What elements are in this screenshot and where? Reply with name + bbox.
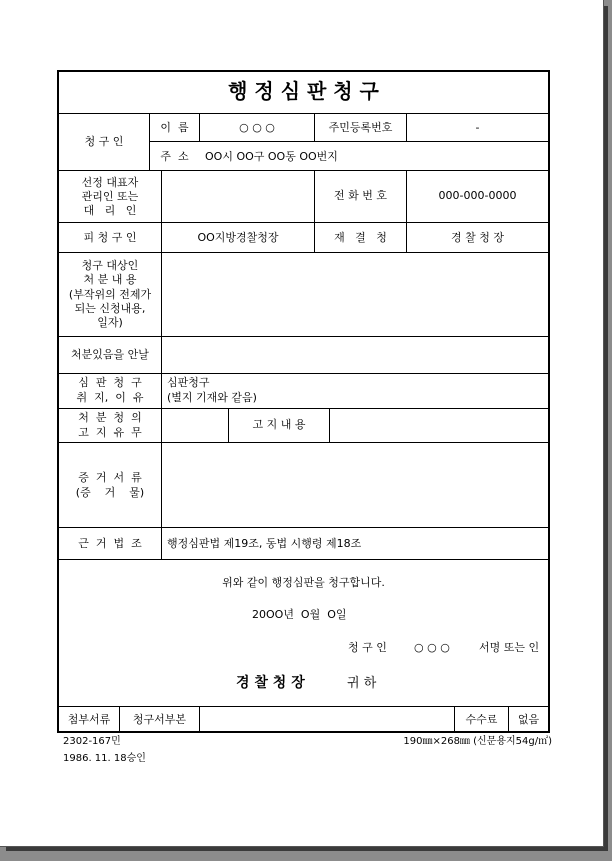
disposition-label-3: (부작위의 전제가 <box>68 288 152 301</box>
respondent-value: OO지방경찰청장 <box>197 231 279 244</box>
form-code: 2302-167민 <box>63 736 121 747</box>
attachments-label: 첨부서류 <box>67 713 111 726</box>
fee-label: 수수료 <box>465 713 498 726</box>
signature-label: 서명 또는 인 <box>479 641 540 654</box>
evidence-label-1: 증 거 서 류 <box>78 471 142 484</box>
phone-label: 전 화 번 호 <box>334 189 387 202</box>
form-title: 행 정 심 판 청 구 <box>228 79 379 103</box>
address-label: 주 소 <box>160 150 189 163</box>
disposition-label-5: 일자) <box>97 316 123 329</box>
resident-id-value: - <box>475 121 480 134</box>
legal-basis-label: 근 거 법 조 <box>78 537 142 550</box>
purpose-label-2: 취 지, 이 유 <box>76 391 144 404</box>
phone-value: 000-000-0000 <box>438 189 517 202</box>
representative-label-2: 관리인 또는 <box>81 190 139 203</box>
notice-date-label: 처분있음을 안날 <box>71 348 149 361</box>
statement-date: 20OO년 O월 O일 <box>252 608 347 621</box>
disposition-label-2: 처 분 내 용 <box>83 273 137 286</box>
addressee: 경 찰 청 장 <box>236 675 305 691</box>
purpose-value-2: (별지 기재와 같음) <box>167 391 257 404</box>
statement-claimant-label: 청 구 인 <box>348 641 387 654</box>
decision-agency-value: 경 찰 청 장 <box>451 231 504 244</box>
attachments-value: 청구서부본 <box>132 713 187 726</box>
statement-text: 위와 같이 행정심판을 청구합니다. <box>222 576 385 589</box>
resident-id-label: 주민등록번호 <box>328 121 393 134</box>
honorific: 귀 하 <box>347 676 377 691</box>
notification-label-2: 고 지 유 무 <box>78 426 142 439</box>
statement-claimant-name: ○ ○ ○ <box>414 641 450 654</box>
legal-basis-value: 행정심판법 제19조, 동법 시행령 제18조 <box>167 537 362 550</box>
notification-label-1: 처 분 청 의 <box>78 411 142 424</box>
fee-value: 없음 <box>517 713 540 726</box>
name-value: ○ ○ ○ <box>239 121 275 134</box>
purpose-value-1: 심판청구 <box>167 376 210 389</box>
notification-content-label: 고 지 내 용 <box>252 418 306 431</box>
address-value: OO시 OO구 OO동 OO번지 <box>205 150 338 163</box>
paper-spec: 190㎜×268㎜ (신문용지54g/㎡) <box>403 736 552 747</box>
purpose-label-1: 심 판 청 구 <box>78 376 142 389</box>
respondent-label: 피 청 구 인 <box>83 231 137 244</box>
evidence-label-2: (증 거 물) <box>75 486 145 499</box>
petition-form <box>57 70 550 733</box>
disposition-label-4: 되는 신청내용, <box>74 302 146 315</box>
approval-date: 1986. 11. 18승인 <box>63 753 146 764</box>
representative-label-3: 대 리 인 <box>83 204 137 217</box>
claimant-section-label: 청 구 인 <box>84 135 124 148</box>
disposition-label-1: 청구 대상인 <box>81 259 139 272</box>
decision-agency-label: 재 결 청 <box>334 231 387 244</box>
name-label: 이 름 <box>160 121 189 134</box>
representative-label-1: 선정 대표자 <box>81 176 139 189</box>
